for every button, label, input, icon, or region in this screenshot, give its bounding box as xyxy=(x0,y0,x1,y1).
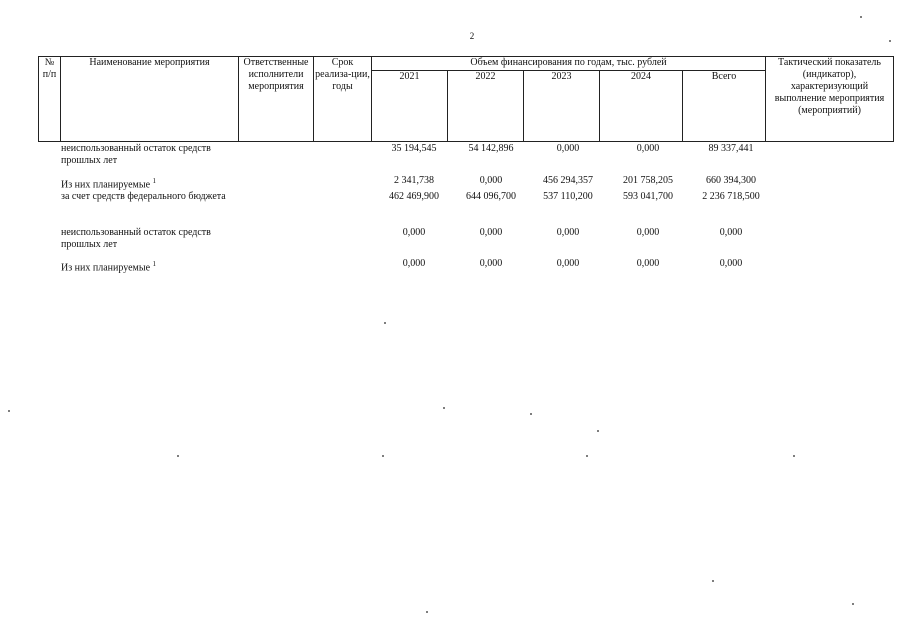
value-2024: 0,000 xyxy=(636,258,660,269)
scan-speck xyxy=(852,603,854,605)
value-total: 89 337,441 xyxy=(708,143,754,154)
value-2021: 0,000 xyxy=(402,258,426,269)
value-2023: 0,000 xyxy=(556,227,580,238)
scan-speck xyxy=(860,16,862,18)
page-number: 2 xyxy=(469,31,475,41)
value-2023: 0,000 xyxy=(556,258,580,269)
header-year-2022: 2022 xyxy=(448,71,524,142)
scan-speck xyxy=(384,322,386,324)
scan-speck xyxy=(8,410,10,412)
value-2022: 644 096,700 xyxy=(466,191,516,202)
row-label: Из них планируемые $^1$ xyxy=(61,177,157,191)
footnote-mark: 1 xyxy=(152,177,157,185)
value-2021: 0,000 xyxy=(402,227,426,238)
header-funding: Объем финансирования по годам, тыс. рублей xyxy=(372,57,766,71)
row-label: неиспользованный остаток средств прошлых лет xyxy=(61,227,211,250)
value-total: 0,000 xyxy=(719,227,743,238)
value-2022: 54 142,896 xyxy=(468,143,514,154)
row-label: неиспользованный остаток средств прошлых лет xyxy=(61,143,211,166)
header-year-2023: 2023 xyxy=(524,71,600,142)
scan-speck xyxy=(586,455,588,457)
scan-speck xyxy=(530,413,532,415)
row-label: за счет средств федерального бюджета xyxy=(61,191,226,202)
value-2024: 0,000 xyxy=(636,227,660,238)
value-2021: 2 341,738 xyxy=(394,175,434,186)
scan-speck xyxy=(382,455,384,457)
value-2023: 0,000 xyxy=(556,143,580,154)
header-indicator: Тактический показатель (индикатор), характеризующий выполнение мероприятия (мероприятий) xyxy=(766,57,894,142)
scan-speck xyxy=(177,455,179,457)
value-2022: 0,000 xyxy=(479,227,503,238)
header-activity-name: Наименование мероприятия xyxy=(61,57,239,142)
value-2022: 0,000 xyxy=(479,258,503,269)
scan-speck xyxy=(426,611,428,613)
header-term: Срок реализа-ции, годы xyxy=(314,57,372,142)
scan-speck xyxy=(793,455,795,457)
value-2024: 593 041,700 xyxy=(623,191,673,202)
row-label: Из них планируемые $^1$ xyxy=(61,260,157,274)
value-2021: 35 194,545 xyxy=(391,143,437,154)
footnote-mark: 1 xyxy=(152,260,157,268)
header-number: № п/п xyxy=(39,57,61,142)
scan-speck xyxy=(712,580,714,582)
value-2024: 0,000 xyxy=(636,143,660,154)
scan-speck xyxy=(597,430,599,432)
value-2023: 456 294,357 xyxy=(543,175,593,186)
header-year-2024: 2024 xyxy=(600,71,683,142)
scan-speck xyxy=(889,40,891,42)
header-year-2021: 2021 xyxy=(372,71,448,142)
header-total: Всего xyxy=(683,71,766,142)
value-total: 660 394,300 xyxy=(706,175,756,186)
value-2021: 462 469,900 xyxy=(389,191,439,202)
header-responsible: Ответственные исполнители мероприятия xyxy=(239,57,314,142)
value-total: 2 236 718,500 xyxy=(702,191,760,202)
value-2022: 0,000 xyxy=(479,175,503,186)
scan-speck xyxy=(443,407,445,409)
value-2023: 537 110,200 xyxy=(543,191,593,202)
value-total: 0,000 xyxy=(719,258,743,269)
value-2024: 201 758,205 xyxy=(623,175,673,186)
